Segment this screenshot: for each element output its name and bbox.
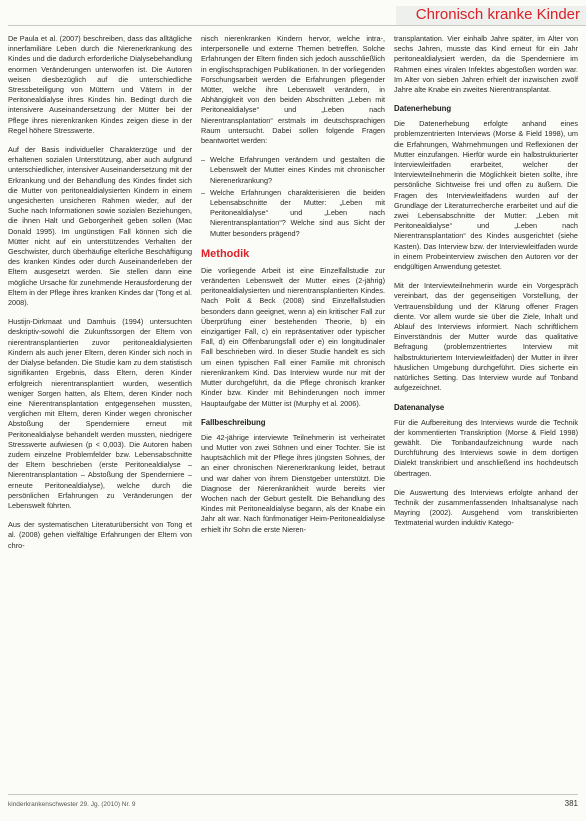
header-divider	[8, 25, 586, 26]
paragraph: Die Datenerhebung erfolgte anhand eines problemzentrierten Interviews (Morse & Field 1998), um die Erfahrungen, Wahrnehmungen und Reflexionen der Mutter einzufangen. Hierfür wurde ein halbstrukturierter Interviewleitfaden erarbeitet, welcher der Interviewteilnehmerin die Möglichkeit bieten sollte, ihre persönliche Sichtweise frei und offen zu äußern. Die Fragen des Interviewleitfadens wurden auf der Grundlage der Literaturrecherche erarbeitet und auf die zwei Lebensabschnitte der Mutter: „Leben mit Peritonealdialyse“ und „Leben nach Nierentransplantation“ des Kindes ausgerichtet (siehe Kasten). Das Interview bzw. der Interviewleitfaden wurde in einem Probeinterview zwischen den Autoren vor der endgültigen Anwendung getestet.	[394, 119, 578, 272]
list-item: – Welche Erfahrungen charakterisieren die beiden Lebensabschnitte der Mutter: „Leben mit Peritonealdialyse“ und „Leben nach Nierentransplantation“? Welche sind aus Sicht der Mutter besonders prägend?	[201, 188, 385, 239]
heading-methodik: Methodik	[201, 247, 250, 260]
heading-datenanalyse: Datenanalyse	[394, 402, 445, 412]
paragraph: Mit der Interviewteilnehmerin wurde ein Vorgespräch vereinbart, das der gegenseitigen Vorstellung, der Vertrauensbildung und der Klärung offener Fragen diente. Vor allem wurde sie über die Ziele, Inhalt und Ablauf des Interviews informiert. Nach schriftlichem Einverständnis der Mutter wurde das qualitative Befragung (problemzentriertes Interview mit halbstrukturiertem Interviewleitfaden) der Mutter in ihrer häuslichen Umgebung durchgeführt. Dies sicherte ein natürliches Setting. Das Interview wurde auf Tonband aufgezeichnet.	[394, 281, 578, 393]
paragraph: Hustijn-Dirkmaat und Damhuis (1994) untersuchten deskriptiv-sowohl die Zukunftssorgen der Eltern von nierentransplantierten zuvor peritonealdialysierten Kindern als auch jener Eltern, deren Kinder sich noch in der Dialyse befanden. Die Studie kam zu dem statistisch signifikanten Ergebnis, dass Eltern, deren Kinder erfolgreich nierentransplantiert wurden, wesentlich weniger Sorgen hatten, als Eltern, deren Kinder noch eine Nierentransplantation entgegensehen mussten, verglichen mit Eltern, deren Kinder wegen chronischer Abstoßung der Spenderniere erneut mit Peritonealdialyse behandelt werden mussten, niedrigere Stresswerte aufwiesen (p < 0,003). Die Autoren haben zudem einzelne Problemfelder bzw. Lebensabschnitte der Eltern beschrieben (erste Peritonealdialyse – Nierentransplantation – Abstoßung der Spenderniere – erneute Peritonealdialyse), welche durch die persönlichen Erfahrungen zu Veränderungen der Lebenswelt führten.	[8, 317, 192, 510]
paragraph: De Paula et al. (2007) beschreiben, dass das alltägliche innerfamiliäre Leben durch die Nierenerkrankung des Kindes und die dadurch erforderliche Dialysebehandlung enormen Veränderungen unterworfen ist. Die Autoren weisen diesbezüglich auf die unterschiedliche Stressbeteiligung von Müttern und Vätern in der Peritonealdialyse ihres Kindes hin. Bedingt durch die intensivere Auseinandersetzung der Mütter bei der Pflege ihres nierenkranken Kindes zeigen diese in der Regel höhere Stresswerte.	[8, 34, 192, 135]
page-number: 381	[564, 799, 578, 808]
column-left	[8, 34, 192, 792]
paragraph: Die Auswertung des Interviews erfolgte anhand der Technik der zusammenfassenden Inhaltsanalyse nach Mayring (2002). Ausgehend vom transkribierten Textmaterial wurden induktiv Katego-	[394, 487, 578, 528]
journal-citation: kinderkrankenschwester 29. Jg. (2010) Nr. 9	[8, 801, 136, 808]
footer-divider	[8, 794, 578, 795]
paragraph: Die 42-jährige interviewte Teilnehmerin ist verheiratet und Mutter von zwei Söhnen und einer Tochter. Sie ist hauptsächlich mit der Pflege ihres jüngsten Sohnes, der an einer chronischen Nierenerkrankung leidet, betraut und war daher von ihrem Dienstgeber unterstützt. Die Diagnose der Nierenkrankheit wurde bereits vier Wochen nach der Geburt gestellt. Die Behandlung des Kindes mit Peritonealdialyse begann, als der Knabe ein Jahr alt war. Nach fünfmonatiger Heim-Peritonealdialyse erhielt ihr Sohn die erste Nieren-	[201, 432, 385, 534]
paragraph: Die vorliegende Arbeit ist eine Einzelfallstudie zur veränderten Lebenswelt der Mutter eines (2-jährig) peritonealdialysierten und nierentransplantierten Kindes. Nach Polit & Beck (2008) sind Einzelfallstudien besonders dann geeignet, wenn a) ein kritischer Fall zur Überprüfung einer bestehenden Theorie, b) ein einzigartiger Fall, c) ein repräsentativer oder typischer Fall, d) ein Offenbarungsfall oder e) ein longitudinaler Fall beschrieben wird. In dieser Studie handelt es sich um einen typischen Fall einer Familie mit chronisch nierenkrankem Kind. Das Interview wurde nur mit der Mutter durchgeführt, da die Pflege chronisch kranker Kinder bzw. Kinder mit Behinderungen noch immer Hauptaufgabe der Mütter ist (Murphy et al. 2006).	[201, 265, 385, 408]
paragraph: Auf der Basis individueller Charakterzüge und der erhaltenen sozialen Unterstützung, aber auch aufgrund unterschiedlicher, intensiver Auseinandersetzung mit der Erkrankung und der Behandlung des Kindes findet sich die Mutter von peritonealdialysierten Kindern in einem ungesicherten unsicheren Rahmen wieder, auf der Suche nach Informationen sowie sozialen Beziehungen, die ihnen Halt und Geborgenheit geben sollen (Mac Donald 1995). Im ungünstigen Fall können sich die Mütter nicht auf ein unterstützendes Verhalten der Geschwister, durch überhäufige elterliche Beschäftigung des kranken Kindes oder durch Auseinanderleben der Eltern ausgesetzt werden. Sie stellen dann eine mögliche Ursache für zunehmende Herausforderung der Eltern in der Pflege ihres kranken Kindes dar (Tong et al. 2008).	[8, 145, 192, 308]
list-item: – Welche Erfahrungen verändern und gestalten die Lebenswelt der Mutter eines Kindes mit chronischer Nierenerkrankung?	[201, 155, 385, 186]
heading-datenerhebung: Datenerhebung	[394, 104, 452, 114]
section-title: Chronisch kranke Kinder	[415, 6, 580, 23]
paragraph: Aus der systematischen Literaturübersicht von Tong et al. (2008) gehen vielfältige Erfahrungen der Eltern von chro-	[8, 520, 192, 550]
paragraph: nisch nierenkranken Kindern hervor, welche intra-, interpersonelle und externe Themen betreffen. Solche Erfahrungen der Eltern finden sich jedoch ausschließlich in englischsprachigen Publikationen. In der vorliegenden Forschungsarbeit werden die Erfahrungen pflegender Mütter, welche ihre Lebenswelt verändern, in Abhängigkeit von den beiden Abschnitten „Leben mit Peritonealdialyse“ und „Leben nach Nierentransplantation“ erstmals im deutschsprachigen Raum untersucht. Dabei sollen folgende Fragen beantwortet werden:	[201, 34, 385, 146]
paragraph: Für die Aufbereitung des Interviews wurde die Technik der kommentierten Transkription (Morse & Field 1998) gewählt. Die Tonbandaufzeichnung wurde nach Durchführung des Interviews sowie in dem dortigen Dialekt transkribiert und anschließend ins hochdeutsch übertragen.	[394, 417, 578, 478]
column-middle	[201, 34, 385, 792]
column-right	[394, 34, 578, 792]
paragraph: transplantation. Vier einhalb Jahre später, im Alter von sechs Jahren, musste das Kind erneut für ein Jahr peritonealdialysiert werden, da die Spenderniere im Rahmen eines viralen Infektes abgestoßen worden war. Im Alter von sieben Jahren erhielt der inzwischen zwölf Jahre alte Knabe ein zweites Nierentransplantat.	[394, 34, 578, 95]
page-header	[0, 0, 586, 30]
article-body	[8, 34, 578, 792]
heading-fallbeschreibung: Fallbeschreibung	[201, 417, 266, 427]
research-questions-list	[201, 155, 385, 239]
page-footer	[8, 794, 578, 816]
